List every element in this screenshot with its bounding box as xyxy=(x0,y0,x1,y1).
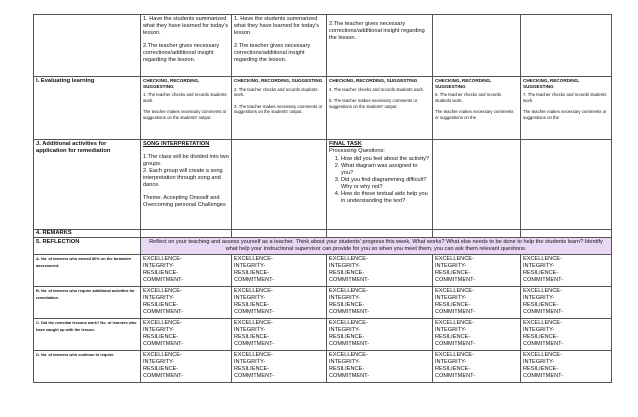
evaluating-caption: CHECKING, RECORDING, SUGGESTING xyxy=(329,78,418,83)
criteria-row-b xyxy=(34,287,612,319)
values-cell xyxy=(521,287,612,319)
value-item: RESILIENCE- xyxy=(234,302,270,309)
value-item: COMMITMENT- xyxy=(435,341,476,348)
value-item: EXCELLENCE- xyxy=(523,256,562,263)
evaluating-caption: CHECKING, RECORDING, SUGGESTING xyxy=(523,78,580,89)
value-item: EXCELLENCE- xyxy=(143,352,182,359)
value-item: EXCELLENCE- xyxy=(435,288,474,295)
activity-step-2: 2. Each group will create a song interpretation through song and dance. xyxy=(143,167,223,188)
evaluating-line-2: 3. The teacher makes necessary comments or suggestions on the students' output. xyxy=(234,103,323,115)
final-task-title: FINAL TASK xyxy=(329,141,362,147)
summary-label-cell xyxy=(34,15,141,77)
value-item: INTEGRITY- xyxy=(523,295,555,302)
reflection-label: 5. REFLECTION xyxy=(34,238,141,255)
values-cell xyxy=(141,319,232,351)
values-cell xyxy=(141,351,232,383)
value-item: EXCELLENCE- xyxy=(329,256,368,263)
additional-activities-label: J. Additional activities for application for remediation xyxy=(34,140,141,230)
processing-questions-label: Processing Questions: xyxy=(329,147,385,154)
value-item: COMMITMENT- xyxy=(523,309,564,316)
evaluating-cell-3 xyxy=(327,77,433,140)
evaluating-caption: CHECKING, RECORDING, SUGGESTING xyxy=(143,78,200,89)
values-cell xyxy=(232,351,327,383)
evaluating-line-1: 6. The teacher checks and records students work. xyxy=(435,92,502,103)
value-item: INTEGRITY- xyxy=(435,327,467,334)
value-item: RESILIENCE- xyxy=(435,334,471,341)
value-item: COMMITMENT- xyxy=(143,373,184,380)
evaluating-line-1: 4. The teacher checks and records students work. xyxy=(329,86,424,92)
value-item: RESILIENCE- xyxy=(329,366,365,373)
value-item: COMMITMENT- xyxy=(329,309,370,316)
additional-cell-2 xyxy=(232,140,327,230)
value-item: INTEGRITY- xyxy=(435,295,467,302)
values-cell xyxy=(141,287,232,319)
criteria-label-a: A. No. of learners who earned 80% on the formative assessment. xyxy=(34,255,141,287)
value-item: COMMITMENT- xyxy=(329,373,370,380)
value-item: RESILIENCE- xyxy=(329,270,365,277)
value-item: EXCELLENCE- xyxy=(329,288,368,295)
value-item: COMMITMENT- xyxy=(523,277,564,284)
values-cell xyxy=(433,319,521,351)
value-item: INTEGRITY- xyxy=(523,359,555,366)
value-item: INTEGRITY- xyxy=(523,263,555,270)
value-item: INTEGRITY- xyxy=(143,359,175,366)
criteria-row-c xyxy=(34,319,612,351)
correction-text: 2.The teacher gives necessary corrections/additional insight regarding the lesson. xyxy=(143,42,220,63)
summary-text: 1. Have the students summarized what they have learned for today's lesson. xyxy=(143,16,229,36)
evaluating-cell-4 xyxy=(433,77,521,140)
criteria-row-d xyxy=(34,351,612,383)
value-item: INTEGRITY- xyxy=(143,327,175,334)
value-item: RESILIENCE- xyxy=(143,270,179,277)
summary-cell-5 xyxy=(521,15,612,77)
evaluating-caption: CHECKING, RECORDING, SUGGESTING xyxy=(234,78,323,83)
evaluating-cell-1 xyxy=(141,77,232,140)
value-item: COMMITMENT- xyxy=(329,277,370,284)
activity-theme: Theme: Accepting Oneself and Overcoming personal Challenges xyxy=(143,194,226,208)
values-cell xyxy=(521,319,612,351)
summary-row xyxy=(34,15,612,77)
value-item: RESILIENCE- xyxy=(435,270,471,277)
summary-cell-4 xyxy=(433,15,521,77)
evaluating-line-1: 7. The teacher checks and records students work. xyxy=(523,92,607,103)
processing-question: 1. How did you feel about the activity? xyxy=(341,156,430,163)
activity-step-1: 1.The class will be divided into two groups. xyxy=(143,153,229,167)
value-item: RESILIENCE- xyxy=(234,334,270,341)
value-item: EXCELLENCE- xyxy=(523,288,562,295)
value-item: RESILIENCE- xyxy=(143,334,179,341)
values-cell xyxy=(521,351,612,383)
value-item: EXCELLENCE- xyxy=(435,320,474,327)
evaluating-caption: CHECKING, RECORDING, SUGGESTING xyxy=(435,78,492,89)
value-item: INTEGRITY- xyxy=(234,327,266,334)
value-item: COMMITMENT- xyxy=(435,373,476,380)
value-item: COMMITMENT- xyxy=(143,277,184,284)
value-item: INTEGRITY- xyxy=(143,263,175,270)
value-item: COMMITMENT- xyxy=(143,341,184,348)
values-cell xyxy=(232,287,327,319)
values-cell xyxy=(141,255,232,287)
value-item: COMMITMENT- xyxy=(329,341,370,348)
values-cell xyxy=(327,319,433,351)
processing-questions-list xyxy=(329,156,430,205)
value-item: RESILIENCE- xyxy=(523,334,559,341)
value-item: EXCELLENCE- xyxy=(523,320,562,327)
reflection-row xyxy=(34,238,612,255)
value-item: RESILIENCE- xyxy=(523,270,559,277)
value-item: COMMITMENT- xyxy=(234,373,275,380)
remarks-row xyxy=(34,230,612,238)
correction-text: 2.The teacher gives necessary corrections/additional insight regarding the lesson. xyxy=(234,42,311,63)
song-interpretation-title: SONG INTERPRETATION xyxy=(143,141,210,147)
criteria-label-c: C. Did the remedial lessons work? No. of learners who have caught up with the lesson. xyxy=(34,319,141,351)
values-cell xyxy=(327,351,433,383)
value-item: COMMITMENT- xyxy=(435,309,476,316)
evaluating-line-2: 5. The teacher makes necessary comments or suggestions on the students' output. xyxy=(329,98,418,109)
criteria-label-b: B. No. of learners who require additional activities for remediation. xyxy=(34,287,141,319)
evaluating-learning-row xyxy=(34,77,612,140)
value-item: EXCELLENCE- xyxy=(143,320,182,327)
value-item: RESILIENCE- xyxy=(143,366,179,373)
value-item: INTEGRITY- xyxy=(329,263,361,270)
additional-cell-1 xyxy=(141,140,232,230)
value-item: INTEGRITY- xyxy=(435,263,467,270)
evaluating-line-1: 2. The teacher checks and records students work. xyxy=(234,86,318,98)
value-item: COMMITMENT- xyxy=(234,309,275,316)
value-item: EXCELLENCE- xyxy=(435,256,474,263)
values-cell xyxy=(232,319,327,351)
value-item: EXCELLENCE- xyxy=(234,320,273,327)
value-item: EXCELLENCE- xyxy=(234,256,273,263)
correction-text: 2.The teacher gives necessary corrections/additional insight regarding the lesson. xyxy=(329,21,425,41)
values-cell xyxy=(521,255,612,287)
value-item: COMMITMENT- xyxy=(234,277,275,284)
values-cell xyxy=(327,255,433,287)
evaluating-cell-2 xyxy=(232,77,327,140)
value-item: INTEGRITY- xyxy=(234,295,266,302)
additional-cell-5 xyxy=(521,140,612,230)
value-item: EXCELLENCE- xyxy=(329,352,368,359)
values-cell xyxy=(433,351,521,383)
value-item: EXCELLENCE- xyxy=(234,352,273,359)
processing-question: 2. What diagram was assigned to you? xyxy=(341,163,430,177)
evaluating-line-2: The teacher makes necessary comments or suggestions on the students' output. xyxy=(143,109,227,120)
value-item: RESILIENCE- xyxy=(234,366,270,373)
value-item: EXCELLENCE- xyxy=(523,352,562,359)
summary-text: 1. Have the students summarized what they have learned for today's lesson. xyxy=(234,16,320,36)
value-item: EXCELLENCE- xyxy=(329,320,368,327)
criteria-label-d: D. No. of learners who continue to require. xyxy=(34,351,141,383)
criteria-row-a xyxy=(34,255,612,287)
value-item: EXCELLENCE- xyxy=(435,352,474,359)
value-item: COMMITMENT- xyxy=(435,277,476,284)
value-item: RESILIENCE- xyxy=(143,302,179,309)
value-item: INTEGRITY- xyxy=(435,359,467,366)
value-item: COMMITMENT- xyxy=(523,341,564,348)
additional-activities-row xyxy=(34,140,612,230)
value-item: INTEGRITY- xyxy=(234,263,266,270)
value-item: RESILIENCE- xyxy=(435,366,471,373)
value-item: INTEGRITY- xyxy=(234,359,266,366)
value-item: INTEGRITY- xyxy=(523,327,555,334)
evaluating-line-2: The teacher makes necessary comments or suggestions on the xyxy=(523,109,607,120)
processing-question: 3. Did you find diagramming difficult? Why or why not? xyxy=(341,177,430,191)
value-item: INTEGRITY- xyxy=(329,359,361,366)
value-item: RESILIENCE- xyxy=(234,270,270,277)
value-item: INTEGRITY- xyxy=(329,327,361,334)
additional-cell-3 xyxy=(327,140,433,230)
value-item: COMMITMENT- xyxy=(234,341,275,348)
daily-lesson-log-table xyxy=(33,14,612,383)
value-item: COMMITMENT- xyxy=(523,373,564,380)
evaluating-cell-5 xyxy=(521,77,612,140)
value-item: RESILIENCE- xyxy=(329,302,365,309)
value-item: INTEGRITY- xyxy=(143,295,175,302)
value-item: RESILIENCE- xyxy=(435,302,471,309)
reflection-instructions: Reflect on your teaching and assess yourself as a teacher. Think about your students' progress this week. What works? What else needs to be done to help the students learn? Identify what help your instructional supervisor can provide for you so when you meet them, you can ask them relevant questions. xyxy=(141,238,612,255)
evaluating-line-2: The teacher makes necessary comments or suggestions on the xyxy=(435,109,514,120)
value-item: RESILIENCE- xyxy=(329,334,365,341)
values-cell xyxy=(433,255,521,287)
value-item: EXCELLENCE- xyxy=(234,288,273,295)
summary-cell-2 xyxy=(232,15,327,77)
values-cell xyxy=(232,255,327,287)
remarks-label: 4. REMARKS xyxy=(34,230,141,238)
evaluating-learning-label: I. Evaluating learning xyxy=(34,77,141,140)
summary-cell-1 xyxy=(141,15,232,77)
values-cell xyxy=(327,287,433,319)
processing-question: 4. How do these textual aids help you in understanding the text? xyxy=(341,191,430,205)
value-item: EXCELLENCE- xyxy=(143,256,182,263)
evaluating-line-1: 1. The teacher checks and records students work. xyxy=(143,92,227,103)
value-item: RESILIENCE- xyxy=(523,302,559,309)
value-item: EXCELLENCE- xyxy=(143,288,182,295)
additional-cell-4 xyxy=(433,140,521,230)
value-item: COMMITMENT- xyxy=(143,309,184,316)
value-item: INTEGRITY- xyxy=(329,295,361,302)
values-cell xyxy=(433,287,521,319)
summary-cell-3 xyxy=(327,15,433,77)
value-item: RESILIENCE- xyxy=(523,366,559,373)
